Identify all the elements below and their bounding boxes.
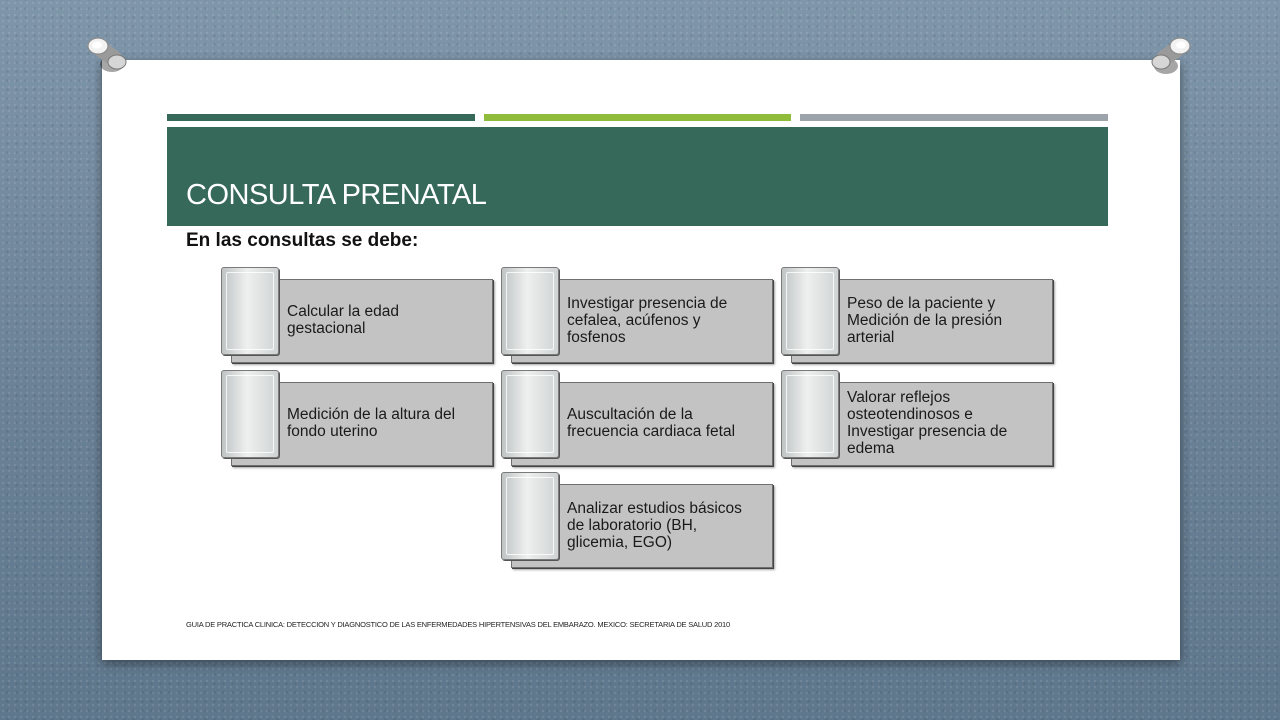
pushpin-icon [86, 36, 132, 82]
pushpin-icon [1146, 36, 1192, 82]
card-text: Auscultación de la frecuencia cardiaca fetal [567, 406, 736, 440]
card-item [501, 472, 773, 568]
card-text: Analizar estudios básicos de laboratorio (BH, glicemia, EGO) [567, 499, 742, 551]
card-tab [781, 267, 839, 355]
accent-band-gray [800, 114, 1108, 121]
card-text: Medición de la altura del fondo uterino [287, 406, 456, 440]
card-tab [221, 370, 279, 458]
card-item [501, 370, 773, 466]
slide-subtitle: En las consultas se debe: [186, 230, 419, 251]
card-text: Peso de la paciente y Medición de la presión arterial [847, 294, 1003, 346]
accent-band-lime [484, 114, 791, 121]
card-item [781, 370, 1053, 466]
card-text: Calcular la edad gestacional [287, 303, 400, 337]
card-item [221, 370, 493, 466]
card-text: Investigar presencia de cefalea, acúfenos y fosfenos [567, 294, 728, 346]
slide-title: CONSULTA PRENATAL [186, 179, 487, 211]
source-citation: GUIA DE PRACTICA CLINICA: DETECCION Y DIAGNOSTICO DE LAS ENFERMEDADES HIPERTENSIVAS DEL EMBARAZO. MEXICO: SECRETARIA DE SALUD 2010 [186, 620, 730, 629]
card-item [501, 267, 773, 363]
card-tab [221, 267, 279, 355]
card-text: Valorar reflejos osteotendinosos e Investigar presencia de edema [847, 389, 1008, 457]
card-item [221, 267, 493, 363]
accent-band-green [167, 114, 475, 121]
card-tab [501, 370, 559, 458]
title-bar [167, 127, 1108, 226]
card-tab [781, 370, 839, 458]
card-item [781, 267, 1053, 363]
card-tab [501, 472, 559, 560]
card-tab [501, 267, 559, 355]
